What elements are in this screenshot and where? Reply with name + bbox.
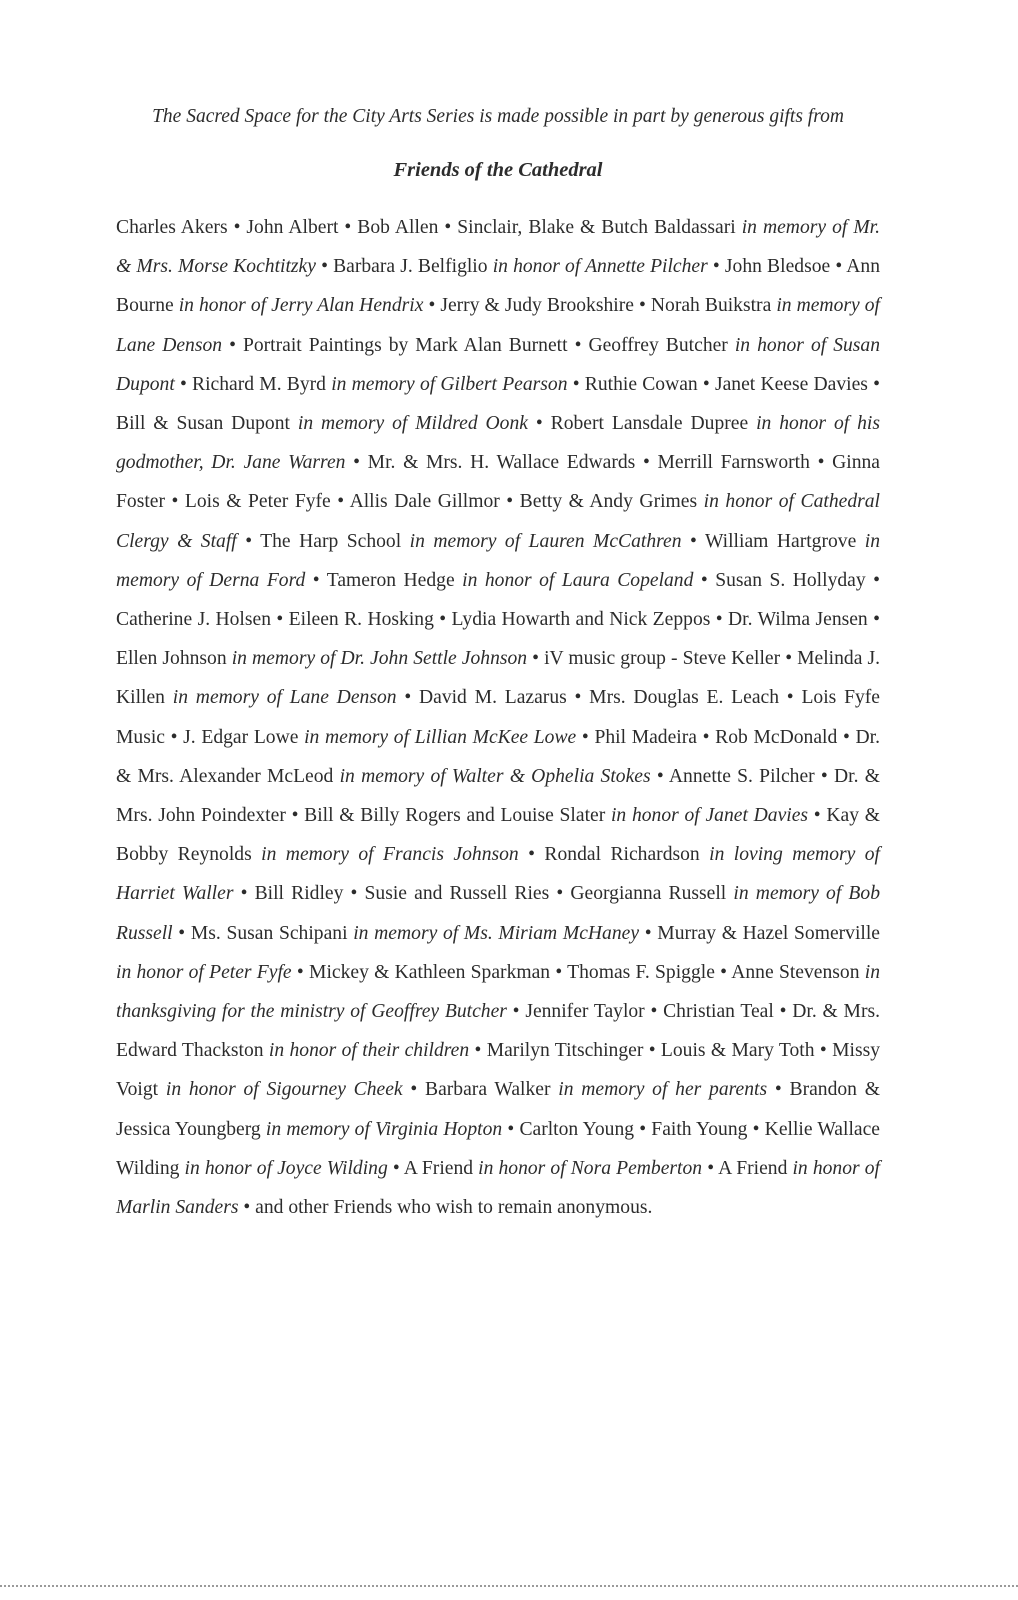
- donor-list: [116, 208, 880, 1227]
- dedication-text: in memory of Ms. Miriam McHaney: [353, 922, 640, 944]
- dedication-text: in memory of Gilbert Pearson: [331, 373, 568, 395]
- dedication-text: in memory of Lane Denson: [172, 687, 397, 709]
- dedication-text: in honor of Janet Davies: [610, 805, 809, 827]
- dedication-text: in thanksgiving for the ministry of Geoffrey Butcher: [116, 961, 881, 1023]
- dedication-text: in honor of Nora Pemberton: [478, 1157, 703, 1179]
- dedication-text: in memory of her parents: [558, 1079, 768, 1101]
- donor-names: • William Hartgrove: [681, 530, 865, 552]
- donor-names: • Carlton Young • Faith Young • Kellie Wallace Wilding: [116, 1118, 880, 1179]
- donor-names: • Murray & Hazel Somerville: [639, 922, 880, 944]
- donor-names: • David M. Lazarus • Mrs. Douglas E. Leach • Lois Fyfe Music • J. Edgar Lowe: [116, 687, 880, 748]
- donor-names: • and other Friends who wish to remain anonymous.: [238, 1197, 653, 1219]
- donor-names: • The Harp School: [236, 530, 410, 552]
- donor-names: • Brandon & Jessica Youngberg: [116, 1079, 880, 1140]
- dedication-text: in loving memory of Harriet Waller: [116, 844, 880, 905]
- section-heading: Friends of the Cathedral: [393, 159, 603, 181]
- donor-names: • Ms. Susan Schipani: [172, 922, 354, 944]
- dedication-text: in honor of Marlin Sanders: [116, 1157, 880, 1219]
- dedication-text: in memory of Derna Ford: [116, 530, 880, 591]
- donor-names: • Rondal Richardson: [518, 844, 710, 866]
- donor-names: • Phil Madeira • Rob McDonald • Dr. & Mrs. Alexander McLeod: [116, 726, 880, 787]
- donor-names: • John Bledsoe • Ann Bourne: [116, 256, 880, 317]
- donor-names: • Bill Ridley • Susie and Russell Ries • Georgianna Russell: [233, 883, 734, 905]
- dedication-text: in memory of Virginia Hopton: [265, 1118, 503, 1140]
- dedication-text: in honor of Sigourney Cheek: [165, 1079, 403, 1101]
- donor-names: • Susan S. Hollyday • Catherine J. Holsen • Eileen R. Hosking • Lydia Howarth and Nick Zeppos • Dr. Wilma Jensen • Ellen Johnson: [116, 569, 880, 670]
- intro-line: The Sacred Space for the City Arts Series is made possible in part by generous gifts from: [152, 106, 844, 127]
- donor-names: • Jerry & Judy Brookshire • Norah Buikstra: [423, 295, 777, 317]
- dedication-text: in honor of Peter Fyfe: [116, 961, 292, 983]
- dedication-text: in honor of Susan Dupont: [116, 334, 881, 395]
- donor-names: • Kay & Bobby Reynolds: [116, 805, 880, 866]
- donor-names: • Barbara Walker: [402, 1079, 559, 1101]
- donor-names: • Ruthie Cowan • Janet Keese Davies • Bill & Susan Dupont: [116, 373, 880, 435]
- donor-names: • Portrait Paintings by Mark Alan Burnett • Geoffrey Butcher: [222, 334, 735, 356]
- dedication-text: in memory of Lillian McKee Lowe: [304, 726, 577, 748]
- donor-names: Charles Akers • John Albert • Bob Allen • Sinclair, Blake & Butch Baldassari: [116, 217, 742, 238]
- dedication-text: in honor of Cathedral Clergy & Staff: [116, 491, 880, 552]
- dedication-text: in memory of Lane Denson: [116, 295, 880, 356]
- donor-names: • Mickey & Kathleen Sparkman • Thomas F. Spiggle • Anne Stevenson: [291, 961, 865, 983]
- donor-names: • Tameron Hedge: [305, 569, 463, 591]
- donor-names: • Annette S. Pilcher • Dr. & Mrs. John Poindexter • Bill & Billy Rogers and Louise Slater: [116, 765, 881, 827]
- dedication-text: in memory of Lauren McCathren: [409, 530, 682, 552]
- dedication-text: in memory of Francis Johnson: [261, 844, 519, 866]
- dedication-text: in memory of Walter & Ophelia Stokes: [339, 765, 651, 787]
- donor-names: • A Friend: [702, 1157, 793, 1179]
- dedication-text: in honor of their children: [268, 1040, 470, 1062]
- dedication-text: in honor of Joyce Wilding: [184, 1157, 388, 1179]
- donor-names: • A Friend: [387, 1157, 479, 1179]
- donor-names: • Richard M. Byrd: [174, 373, 332, 395]
- donor-names: • Robert Lansdale Dupree: [527, 413, 757, 435]
- donor-names: • Marilyn Titschinger • Louis & Mary Toth • Missy Voigt: [116, 1040, 880, 1101]
- dedication-text: in memory of Mr. & Mrs. Morse Kochtitzky: [116, 217, 880, 278]
- donor-names: • iV music group - Steve Keller • Melinda J. Killen: [116, 648, 880, 709]
- dedication-text: in honor of Jerry Alan Hendrix: [178, 295, 424, 317]
- dedication-text: in memory of Bob Russell: [116, 883, 880, 944]
- dedication-text: in memory of Dr. John Settle Johnson: [231, 648, 528, 670]
- donor-names: • Jennifer Taylor • Christian Teal • Dr. & Mrs. Edward Thackston: [116, 1001, 880, 1062]
- donor-names: • Mr. & Mrs. H. Wallace Edwards • Merrill Farnsworth • Ginna Foster • Lois & Peter Fyfe • Allis Dale Gillmor • Betty & Andy Grimes: [116, 452, 880, 513]
- donor-names: • Barbara J. Belfiglio: [315, 256, 493, 278]
- dedication-text: in honor of Laura Copeland: [462, 569, 694, 591]
- page-bottom-rule: [0, 1585, 1018, 1587]
- dedication-text: in honor of Annette Pilcher: [492, 256, 708, 278]
- dedication-text: in honor of his godmother, Dr. Jane Warren: [116, 413, 880, 474]
- document-page: [116, 0, 880, 1600]
- dedication-text: in memory of Mildred Oonk: [297, 413, 528, 435]
